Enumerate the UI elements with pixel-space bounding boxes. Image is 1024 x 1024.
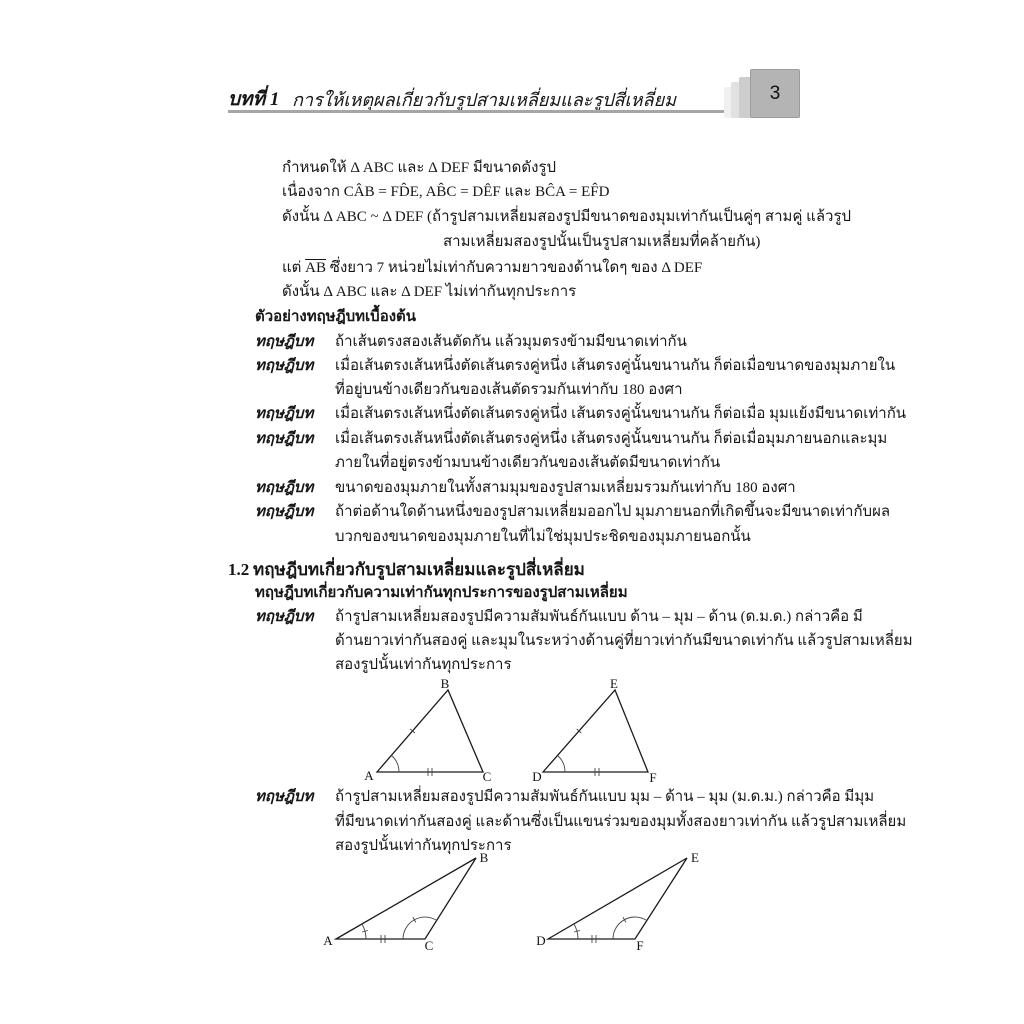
- vertex-label-e: E: [691, 850, 699, 865]
- triangle-def: [548, 858, 687, 939]
- proof-line-given: กำหนดให้ Δ ABC และ Δ DEF มีขนาดดังรูป: [282, 160, 557, 176]
- theorem-text: บวกของขนาดของมุมภายในที่ไม่ใช่มุมประชิดของมุมภายนอกนั้น: [335, 529, 751, 545]
- section-title: ทฤษฎีบทเกี่ยวกับรูปสามเหลี่ยมและรูปสี่เหลี่ยม: [253, 560, 585, 579]
- vertex-label-b: B: [440, 676, 450, 691]
- theorem-text: ที่อยู่บนข้างเดียวกันของเส้นตัดรวมกันเท่ากับ 180 องศา: [335, 382, 683, 398]
- chapter-title: การให้เหตุผลเกี่ยวกับรูปสามเหลี่ยมและรูปสี่เหลี่ยม: [292, 90, 676, 110]
- theorem-label: ทฤษฎีบท: [255, 504, 314, 520]
- chapter-label: บทที่ 1: [228, 89, 280, 110]
- theorem-text: ขนาดของมุมภายในทั้งสามมุมของรูปสามเหลี่ยมรวมกันเท่ากับ 180 องศา: [335, 480, 796, 496]
- theorem-text: ถ้าต่อด้านใดด้านหนึ่งของรูปสามเหลี่ยมออกไป มุมภายนอกที่เกิดขึ้นจะมีขนาดเท่ากับผล: [335, 504, 891, 520]
- proof-line-segment: [282, 257, 702, 279]
- vertex-label-c: C: [482, 769, 492, 784]
- segment-line-before: แต่: [282, 260, 302, 276]
- section-number: 1.2: [228, 560, 250, 579]
- proof-line-angles: เนื่องจาก CÂB = FD̂E, AB̂C = DÊF และ BĈA = EF̂D: [282, 184, 610, 200]
- sas-theorem-text: ด้านยาวเท่ากันสองคู่ และมุมในระหว่างด้านคู่ที่ยาวเท่ากันมีขนาดเท่ากัน แล้วรูปสามเหลี่ยม: [335, 633, 913, 649]
- theorem-label: ทฤษฎีบท: [255, 480, 314, 496]
- theorem-text: เมื่อเส้นตรงเส้นหนึ่งตัดเส้นตรงคู่หนึ่ง เส้นตรงคู่นั้นขนานกัน ก็ต่อเมื่อขนาดของมุมภายใน: [335, 358, 896, 374]
- theorem-text: ถ้าเส้นตรงสองเส้นตัดกัน แล้วมุมตรงข้ามมีขนาดเท่ากัน: [335, 334, 687, 350]
- sas-figure: [355, 670, 665, 790]
- vertex-label-c: C: [424, 938, 434, 953]
- header-rule: [228, 110, 734, 113]
- asa-theorem-text: ถ้ารูปสามเหลี่ยมสองรูปมีความสัมพันธ์กันแบบ มุม – ด้าน – มุม (ม.ด.ม.) กล่าวคือ มีมุม: [335, 789, 875, 805]
- basic-theorems-heading: ตัวอย่างทฤษฎีบทเบื้องต้น: [255, 309, 417, 325]
- asa-theorem-text: สองรูปนั้นเท่ากันทุกประการ: [335, 838, 512, 854]
- triangle-abc: [377, 690, 483, 772]
- vertex-label-d: D: [536, 933, 546, 948]
- theorem-label: ทฤษฎีบท: [255, 431, 314, 447]
- sas-theorem-text: ถ้ารูปสามเหลี่ยมสองรูปมีความสัมพันธ์กันแบบ ด้าน – มุม – ด้าน (ด.ม.ด.) กล่าวคือ มี: [335, 609, 863, 625]
- proof-line-similar: ดังนั้น Δ ABC ~ Δ DEF (ถ้ารูปสามเหลี่ยมสองรูปมีขนาดของมุมเท่ากันเป็นคู่ๆ สามคู่ แล้วรูป: [282, 209, 852, 225]
- theorem-text: ภายในที่อยู่ตรงข้ามบนข้างเดียวกันของเส้นตัดมีขนาดเท่ากัน: [335, 455, 721, 471]
- angle-tick-mark: [413, 917, 416, 922]
- vertex-label-e: E: [610, 676, 618, 691]
- proof-line-conclusion: ดังนั้น Δ ABC และ Δ DEF ไม่เท่ากันทุกประการ: [282, 284, 577, 300]
- sas-theorem-text: สองรูปนั้นเท่ากันทุกประการ: [335, 657, 512, 673]
- theorem-text: เมื่อเส้นตรงเส้นหนึ่งตัดเส้นตรงคู่หนึ่ง เส้นตรงคู่นั้นขนานกัน ก็ต่อเมื่อ มุมแย้งมีขนาดเท่ากัน: [335, 406, 907, 422]
- vertex-label-a: A: [323, 933, 333, 948]
- angle-tick-mark: [623, 917, 626, 922]
- theorem-label: ทฤษฎีบท: [255, 334, 314, 350]
- angle-arc: [558, 756, 566, 773]
- angle-arc: [391, 755, 399, 772]
- theorem-label: ทฤษฎีบท: [255, 789, 314, 805]
- theorem-label: ทฤษฎีบท: [255, 406, 314, 422]
- page-number: 3: [769, 82, 781, 104]
- proof-line-similar-cont: สามเหลี่ยมสองรูปนั้นเป็นรูปสามเหลี่ยมที่คล้ายกัน): [443, 234, 761, 250]
- vertex-label-a: A: [364, 768, 374, 783]
- vertex-label-d: D: [532, 769, 542, 784]
- vertex-label-f: F: [649, 770, 657, 785]
- vertex-label-f: F: [636, 938, 644, 953]
- vertex-label-b: B: [479, 850, 489, 865]
- asa-theorem-text: ที่มีขนาดเท่ากันสองคู่ และด้านซึ่งเป็นแขนร่วมของมุมทั้งสองยาวเท่ากัน แล้วรูปสามเหลี่ยม: [335, 814, 907, 830]
- theorem-text: เมื่อเส้นตรงเส้นหนึ่งตัดเส้นตรงคู่หนึ่ง เส้นตรงคู่นั้นขนานกัน ก็ต่อเมื่อมุมภายนอกและมุม: [335, 431, 888, 447]
- segment-ab: $\overline{AB}$: [305, 260, 327, 276]
- triangle-def: [543, 690, 648, 772]
- theorem-label: ทฤษฎีบท: [255, 609, 314, 625]
- theorem-label: ทฤษฎีบท: [255, 358, 314, 374]
- asa-figure: [315, 845, 710, 960]
- segment-line-after: ซึ่งยาว 7 หน่วยไม่เท่ากับความยาวของด้านใดๆ ของ Δ DEF: [329, 260, 703, 276]
- page-number-tab: [750, 69, 800, 118]
- section-subheading: ทฤษฎีบทเกี่ยวกับความเท่ากันทุกประการของรูปสามเหลี่ยม: [255, 585, 628, 601]
